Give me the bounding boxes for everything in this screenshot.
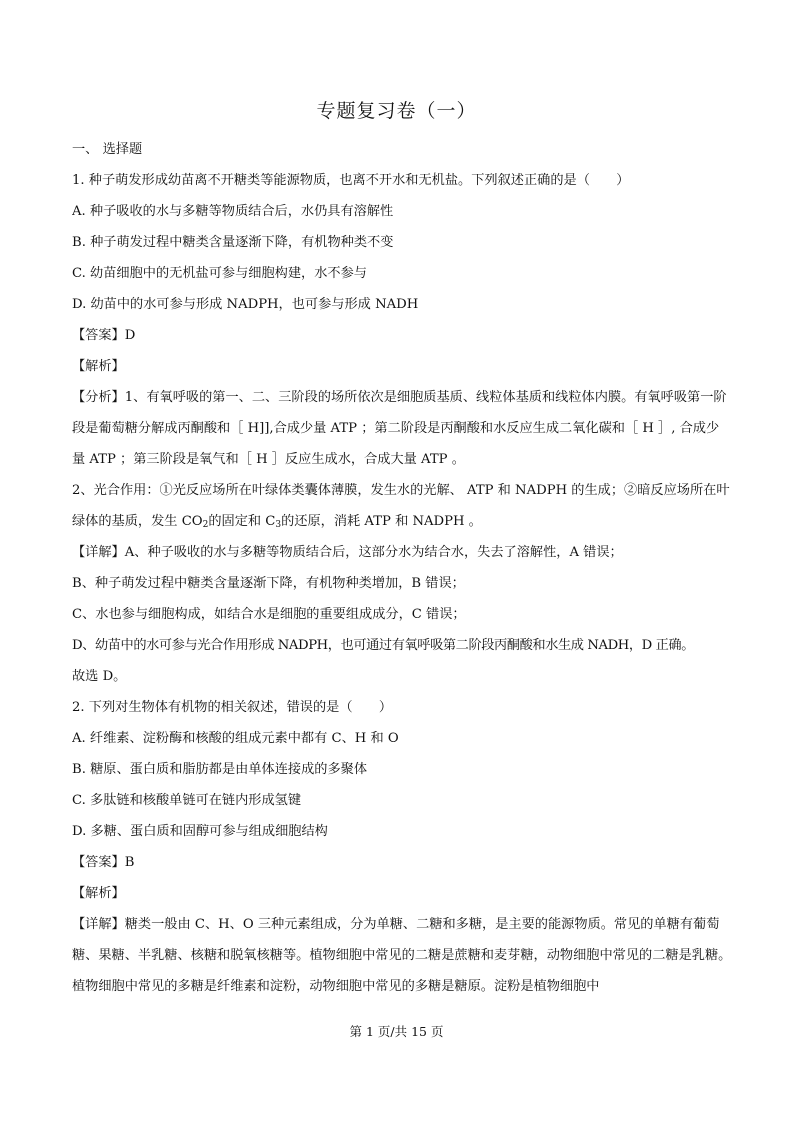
question-2-option-b: B. 糖原、蛋白质和脂肪都是由单体连接成的多聚体 bbox=[72, 762, 368, 777]
question-1-jiexi-label: 【解析】 bbox=[72, 359, 125, 374]
page-content bbox=[72, 134, 732, 1002]
question-1-detail-a: 【详解】A、种子吸收的水与多糖等物质结合后，这部分水为结合水，失去了溶解性，A 错误； bbox=[72, 545, 623, 560]
question-1-option-b: B. 种子萌发过程中糖类含量逐渐下降，有机物种类不变 bbox=[72, 235, 394, 250]
question-1-analysis-1: 【分析】1、有氧呼吸的第一、二、三阶段的场所依次是细胞质基质、线粒体基质和线粒体内膜。有氧呼吸第一阶段是葡萄糖分解成丙酮酸和［ H]],合成少量 ATP ；第二阶段是丙酮酸和水反应生成二氧化碳和［ H ］, 合成少量 ATP ；第三阶段是氧气和［ H ］反应生成水，合成大量 ATP 。 bbox=[72, 390, 727, 467]
question-1-detail-b: B、种子萌发过程中糖类含量逐渐下降，有机物种类增加，B 错误； bbox=[72, 576, 465, 591]
page-footer: 第 1 页/共 15 页 bbox=[349, 1024, 444, 1039]
question-1-option-c: C. 幼苗细胞中的无机盐可参与细胞构建，水不参与 bbox=[72, 266, 367, 281]
question-1-detail-c: C、水也参与细胞构成，如结合水是细胞的重要组成成分，C 错误； bbox=[72, 607, 466, 622]
question-2-detail: 【详解】糖类一般由 C、H、O 三种元素组成，分为单糖、二糖和多糖，是主要的能源物质。常见的单糖有葡萄糖、果糖、半乳糖、核糖和脱氧核糖等。植物细胞中常见的二糖是蔗糖和麦芽糖，动物细胞中常见的二糖是乳糖。植物细胞中常见的多糖是纤维素和淀粉，动物细胞中常见的多糖是糖原。淀粉是植物细胞中 bbox=[72, 917, 732, 994]
analysis-2-text-b: 的固定和 C bbox=[208, 514, 276, 529]
question-2-answer: 【答案】B bbox=[72, 855, 135, 870]
question-1-stem: 1. 种子萌发形成幼苗离不开糖类等能源物质，也离不开水和无机盐。下列叙述正确的是（ ） bbox=[72, 173, 630, 188]
question-2-option-a: A. 纤维素、淀粉酶和核酸的组成元素中都有 C、H 和 O bbox=[72, 731, 399, 746]
question-1-analysis-2 bbox=[72, 475, 732, 537]
analysis-2-text-a: 2、光合作用：①光反应场所在叶绿体类囊体薄膜，发生水的光解、 ATP 和 NADPH 的生成；②暗反应场所在叶绿体的基质，发生 CO bbox=[72, 483, 730, 529]
question-1-answer: 【答案】D bbox=[72, 328, 136, 343]
question-2-jiexi-label: 【解析】 bbox=[72, 886, 125, 901]
question-1-option-d: D. 幼苗中的水可参与形成 NADPH，也可参与形成 NADH bbox=[72, 297, 419, 312]
analysis-2-text-c: 的还原，消耗 ATP 和 NADPH 。 bbox=[281, 514, 482, 529]
question-1-detail-d: D、幼苗中的水可参与光合作用形成 NADPH，也可通过有氧呼吸第二阶段丙酮酸和水生成 NADH，D 正确。 bbox=[72, 638, 694, 653]
question-1-conclusion: 故选 D。 bbox=[72, 669, 127, 684]
c3-subscript: 3 bbox=[275, 520, 282, 530]
question-2-option-d: D. 多糖、蛋白质和固醇可参与组成细胞结构 bbox=[72, 824, 328, 839]
question-2-option-c: C. 多肽链和核酸单链可在链内形成氢键 bbox=[72, 793, 302, 808]
co2-subscript: 2 bbox=[202, 520, 209, 530]
page-title: 专题复习卷（一） bbox=[316, 100, 477, 122]
section-heading: 一、 选择题 bbox=[72, 142, 143, 157]
question-2-stem: 2. 下列对生物体有机物的相关叙述，错误的是（ ） bbox=[72, 700, 393, 715]
question-1-option-a: A. 种子吸收的水与多糖等物质结合后，水仍具有溶解性 bbox=[72, 204, 394, 219]
